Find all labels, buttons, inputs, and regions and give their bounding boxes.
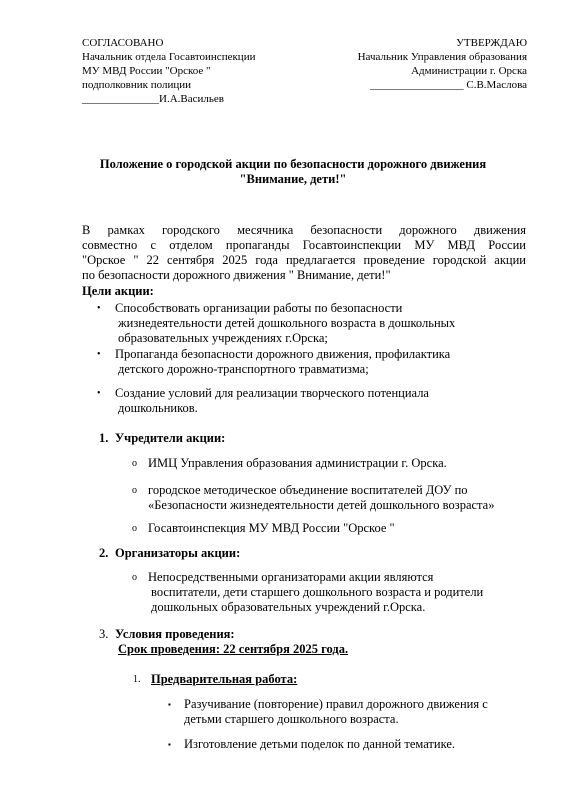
founder-line: ИМЦ Управления образования администрации г. Орска. xyxy=(148,456,447,470)
document-title xyxy=(60,157,526,187)
bullet-icon: • xyxy=(97,303,101,314)
intro-line: по безопасности дорожного движения " Внимание, дети!" xyxy=(82,268,391,282)
preliminary-number: 1. xyxy=(133,674,141,685)
conditions-term: Срок проведения: 22 сентября 2025 года. xyxy=(118,642,349,656)
founder-line: городское методическое объединение воспитателей ДОУ по xyxy=(148,483,468,497)
goal-line: жизнедеятельности детей дошкольного возраста в дошкольных xyxy=(118,316,456,330)
confirm-block xyxy=(358,36,527,92)
confirm-signature: _________________ С.В.Маслова xyxy=(370,79,527,91)
bullet-icon: • xyxy=(97,349,101,360)
intro-line: "Орское " 22 сентября 2025 года предлагается проведение городской акции xyxy=(82,253,526,267)
bullet-icon: o xyxy=(132,458,137,469)
intro-line: совместно с отделом пропаганды Госавтоинспекции МУ МВД России xyxy=(82,238,526,252)
goal-line: Пропаганда безопасности дорожного движения, профилактика xyxy=(115,347,451,361)
goal-line: дошкольников. xyxy=(118,401,198,415)
confirm-administration: Администрации г. Орска xyxy=(411,65,527,77)
intro-line: В рамках городского месячника безопасности дорожного движения xyxy=(82,223,526,237)
bullet-icon: o xyxy=(132,523,137,534)
organizers-heading: Организаторы акции: xyxy=(115,546,241,560)
approval-signature: ______________И.А.Васильев xyxy=(82,93,224,105)
organizer-line: дошкольных образовательных учреждений г.Орска. xyxy=(151,600,426,614)
goal-line: образовательных учреждениях г.Орска; xyxy=(118,331,328,345)
bullet-icon: ▪ xyxy=(168,700,171,709)
goals-heading: Цели акции: xyxy=(82,284,154,298)
confirm-position: Начальник Управления образования xyxy=(357,51,527,63)
approval-position: Начальник отдела Госавтоинспекции xyxy=(82,51,256,63)
title-line-1: Положение о городской акции по безопасности дорожного движения xyxy=(99,157,487,171)
approval-department: МУ МВД России "Орское " xyxy=(82,65,211,77)
founders-number: 1. xyxy=(99,431,109,445)
organizer-line: воспитатели, дети старшего дошкольного возраста и родители xyxy=(151,585,484,599)
conditions-heading: Условия проведения: xyxy=(115,627,235,641)
bullet-icon: o xyxy=(132,572,137,583)
approval-rank: подполковник полиции xyxy=(82,79,192,91)
goal-line: Создание условий для реализации творческого потенциала xyxy=(115,386,429,400)
founder-line: «Безопасности жизнедеятельности детей дошкольного возраста» xyxy=(148,498,495,512)
intro-paragraph xyxy=(82,223,526,283)
bullet-icon: ▪ xyxy=(168,740,171,749)
approval-block xyxy=(82,36,255,106)
goal-line: детского дорожно-транспортного травматизма; xyxy=(118,362,369,376)
confirm-title: УТВЕРЖДАЮ xyxy=(456,37,527,49)
organizer-line: Непосредственными организаторами акции являются xyxy=(148,570,434,584)
title-line-2: "Внимание, дети!" xyxy=(239,172,347,186)
organizers-number: 2. xyxy=(99,546,109,560)
founder-line: Госавтоинспекция МУ МВД России "Орское " xyxy=(148,521,395,535)
preliminary-line: Изготовление детьми поделок по данной тематике. xyxy=(184,737,456,751)
approval-title: СОГЛАСОВАНО xyxy=(82,37,164,49)
conditions-number: 3. xyxy=(99,627,109,641)
preliminary-line: Разучивание (повторение) правил дорожного движения с xyxy=(184,697,488,711)
preliminary-heading: Предварительная работа: xyxy=(151,672,298,686)
bullet-icon: o xyxy=(132,485,137,496)
goal-line: Способствовать организации работы по безопасности xyxy=(115,301,403,315)
preliminary-line: детьми старшего дошкольного возраста. xyxy=(184,712,399,726)
founders-heading: Учредители акции: xyxy=(115,431,226,445)
bullet-icon: • xyxy=(97,388,101,399)
